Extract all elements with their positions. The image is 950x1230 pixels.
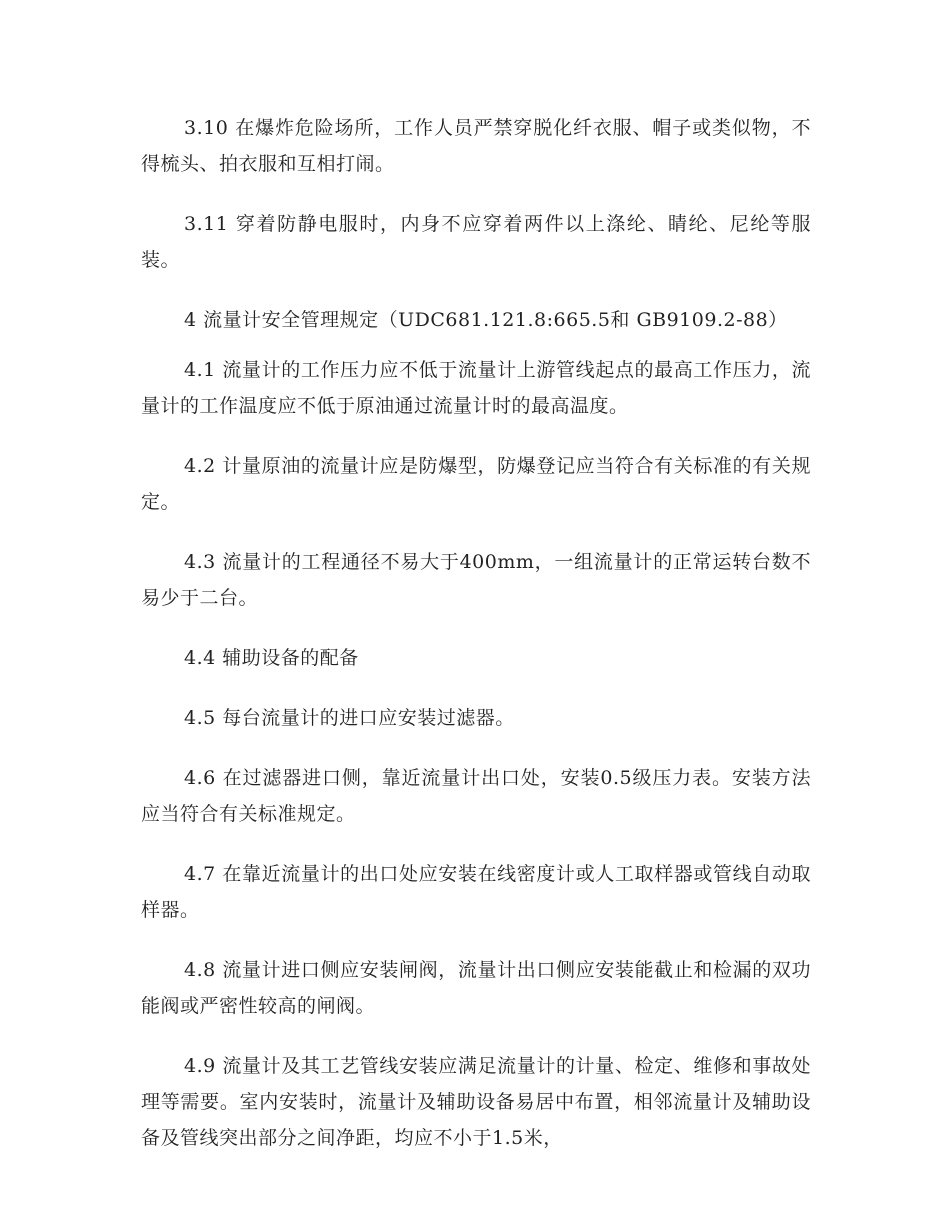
paragraph-3-10: 3.10 在爆炸危险场所，工作人员严禁穿脱化纤衣服、帽子或类似物，不得梳头、拍衣服和互相打闹。 — [141, 117, 811, 175]
paragraph-4-7: 4.7 在靠近流量计的出口处应安装在线密度计或人工取样器或管线自动取样器。 — [141, 863, 811, 921]
section-heading-4: 4 流量计安全管理规定（UDC681.121.8:665.5和 GB9109.2-88） — [184, 309, 788, 331]
paragraph-4-9: 4.9 流量计及其工艺管线安装应满足流量计的计量、检定、维修和事故处理等需要。室内安装时，流量计及辅助设备易居中布置，相邻流量计及辅助设备及管线突出部分之间净距，均应不小于1.5米， — [141, 1055, 811, 1149]
paragraph-4-8: 4.8 流量计进口侧应安装闸阀，流量计出口侧应安装能截止和检漏的双功能阀或严密性较高的闸阀。 — [141, 959, 811, 1017]
paragraph-4-1: 4.1 流量计的工作压力应不低于流量计上游管线起点的最高工作压力，流量计的工作温度应不低于原油通过流量计时的最高温度。 — [141, 359, 811, 417]
paragraph-3-11: 3.11 穿着防静电服时，内身不应穿着两件以上涤纶、睛纶、尼纶等服装。 — [141, 213, 811, 271]
paragraph-4-2: 4.2 计量原油的流量计应是防爆型，防爆登记应当符合有关标准的有关规定。 — [141, 455, 811, 513]
paragraph-4-5: 4.5 每台流量计的进口应安装过滤器。 — [184, 707, 515, 729]
paragraph-4-4: 4.4 辅助设备的配备 — [184, 647, 359, 669]
paragraph-4-3: 4.3 流量计的工程通径不易大于400mm，一组流量计的正常运转台数不易少于二台。 — [141, 551, 811, 609]
document-body — [141, 110, 811, 1180]
paragraph-4-6: 4.6 在过滤器进口侧，靠近流量计出口处，安装0.5级压力表。安装方法应当符合有关标准规定。 — [141, 767, 811, 825]
